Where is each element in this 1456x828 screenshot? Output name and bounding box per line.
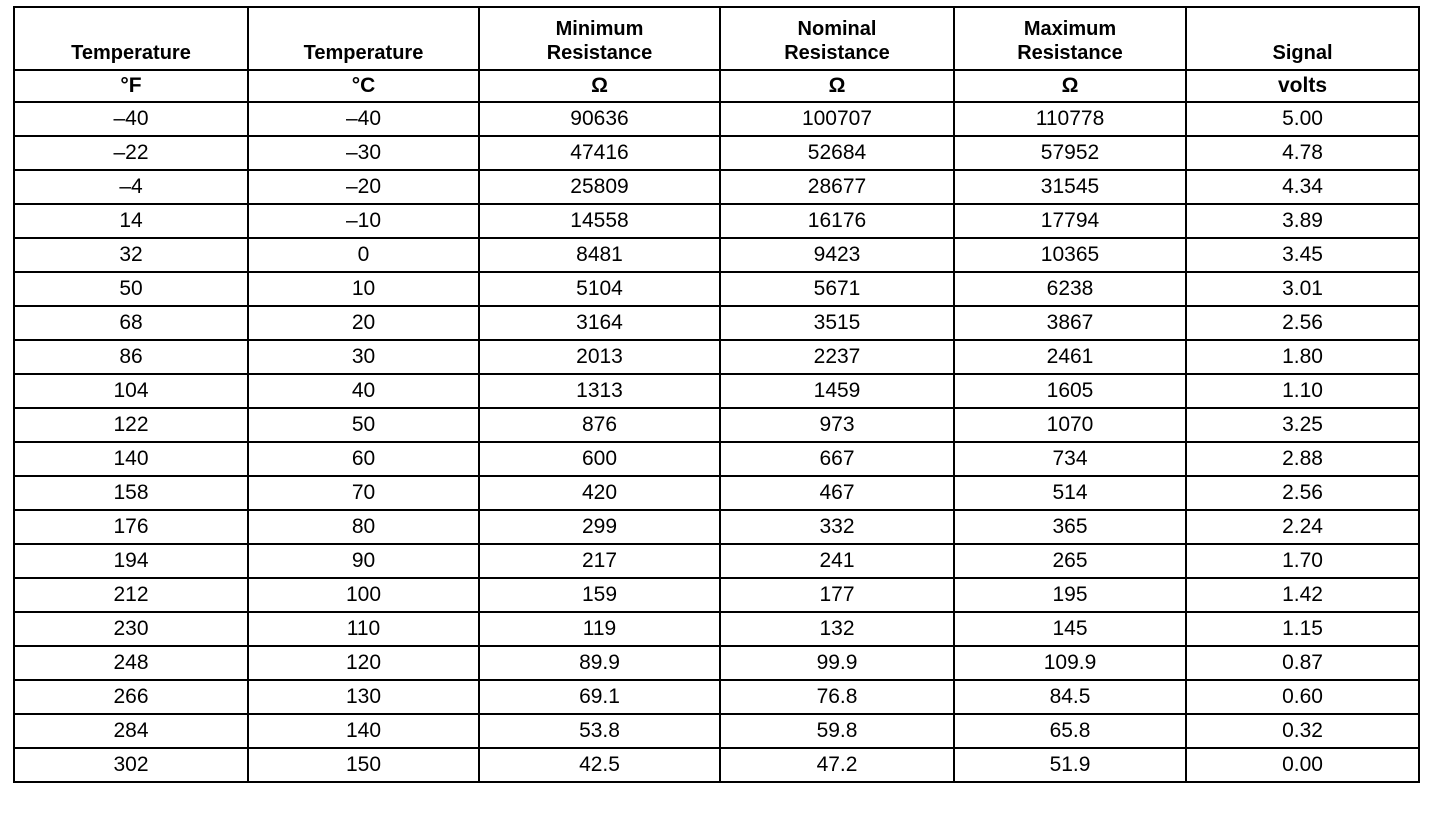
nominal-resistance-cell: 667 [720, 442, 954, 476]
signal-volts-cell: 5.00 [1186, 102, 1419, 136]
nominal-resistance-cell: 16176 [720, 204, 954, 238]
nominal-resistance-cell: 467 [720, 476, 954, 510]
min-resistance-cell: 47416 [479, 136, 720, 170]
table-row [14, 306, 1419, 340]
table-row [14, 136, 1419, 170]
nominal-resistance-cell: 2237 [720, 340, 954, 374]
nominal-resistance-cell: 99.9 [720, 646, 954, 680]
max-resistance-cell: 195 [954, 578, 1186, 612]
max-resistance-cell: 734 [954, 442, 1186, 476]
max-resistance-cell: 57952 [954, 136, 1186, 170]
temp-f-cell: 176 [14, 510, 248, 544]
min-resistance-cell: 90636 [479, 102, 720, 136]
temp-f-cell: 248 [14, 646, 248, 680]
temp-c-cell: 70 [248, 476, 479, 510]
signal-volts-cell: 0.00 [1186, 748, 1419, 782]
min-resistance-cell: 69.1 [479, 680, 720, 714]
temp-f-cell: 86 [14, 340, 248, 374]
header-temperature-f: Temperature [14, 7, 248, 70]
nominal-resistance-cell: 132 [720, 612, 954, 646]
signal-volts-cell: 3.01 [1186, 272, 1419, 306]
temp-c-cell: 130 [248, 680, 479, 714]
max-resistance-cell: 51.9 [954, 748, 1186, 782]
unit-ohm-max: Ω [954, 70, 1186, 102]
header-minimum-resistance: Minimum Resistance [479, 7, 720, 70]
table-row [14, 442, 1419, 476]
temp-c-cell: 80 [248, 510, 479, 544]
nominal-resistance-cell: 5671 [720, 272, 954, 306]
min-resistance-cell: 217 [479, 544, 720, 578]
temp-f-cell: 284 [14, 714, 248, 748]
temp-f-cell: 302 [14, 748, 248, 782]
min-resistance-cell: 159 [479, 578, 720, 612]
table-row [14, 680, 1419, 714]
max-resistance-cell: 10365 [954, 238, 1186, 272]
temp-f-cell: 68 [14, 306, 248, 340]
table-body [14, 102, 1419, 782]
min-resistance-cell: 3164 [479, 306, 720, 340]
header-maximum-resistance: Maximum Resistance [954, 7, 1186, 70]
temperature-resistance-table [13, 6, 1420, 783]
temp-f-cell: 158 [14, 476, 248, 510]
nominal-resistance-cell: 28677 [720, 170, 954, 204]
nominal-resistance-cell: 100707 [720, 102, 954, 136]
max-resistance-cell: 1070 [954, 408, 1186, 442]
table-row [14, 544, 1419, 578]
nominal-resistance-cell: 47.2 [720, 748, 954, 782]
signal-volts-cell: 1.15 [1186, 612, 1419, 646]
max-resistance-cell: 3867 [954, 306, 1186, 340]
temp-f-cell: 266 [14, 680, 248, 714]
table-row [14, 272, 1419, 306]
min-resistance-cell: 53.8 [479, 714, 720, 748]
temp-c-cell: 20 [248, 306, 479, 340]
temp-c-cell: 110 [248, 612, 479, 646]
temp-c-cell: 10 [248, 272, 479, 306]
signal-volts-cell: 1.70 [1186, 544, 1419, 578]
table-row [14, 374, 1419, 408]
max-resistance-cell: 2461 [954, 340, 1186, 374]
max-resistance-cell: 265 [954, 544, 1186, 578]
signal-volts-cell: 2.88 [1186, 442, 1419, 476]
max-resistance-cell: 514 [954, 476, 1186, 510]
temp-c-cell: 150 [248, 748, 479, 782]
min-resistance-cell: 14558 [479, 204, 720, 238]
table-row [14, 408, 1419, 442]
temp-f-cell: 122 [14, 408, 248, 442]
min-resistance-cell: 299 [479, 510, 720, 544]
max-resistance-cell: 110778 [954, 102, 1186, 136]
temp-f-cell: 50 [14, 272, 248, 306]
temp-c-cell: 40 [248, 374, 479, 408]
signal-volts-cell: 2.56 [1186, 476, 1419, 510]
signal-volts-cell: 2.24 [1186, 510, 1419, 544]
signal-volts-cell: 0.87 [1186, 646, 1419, 680]
signal-volts-cell: 1.42 [1186, 578, 1419, 612]
temp-c-cell: –10 [248, 204, 479, 238]
header-nominal-resistance: Nominal Resistance [720, 7, 954, 70]
unit-fahrenheit: °F [14, 70, 248, 102]
nominal-resistance-cell: 1459 [720, 374, 954, 408]
header-row [14, 7, 1419, 70]
temp-c-cell: 90 [248, 544, 479, 578]
temp-f-cell: 32 [14, 238, 248, 272]
table-row [14, 102, 1419, 136]
table-row [14, 340, 1419, 374]
temp-f-cell: 212 [14, 578, 248, 612]
min-resistance-cell: 42.5 [479, 748, 720, 782]
header-signal: Signal [1186, 7, 1419, 70]
temp-f-cell: –4 [14, 170, 248, 204]
table-row [14, 204, 1419, 238]
signal-volts-cell: 1.10 [1186, 374, 1419, 408]
table-row [14, 476, 1419, 510]
max-resistance-cell: 84.5 [954, 680, 1186, 714]
nominal-resistance-cell: 59.8 [720, 714, 954, 748]
nominal-resistance-cell: 52684 [720, 136, 954, 170]
min-resistance-cell: 876 [479, 408, 720, 442]
table-row [14, 646, 1419, 680]
min-resistance-cell: 8481 [479, 238, 720, 272]
signal-volts-cell: 3.25 [1186, 408, 1419, 442]
nominal-resistance-cell: 9423 [720, 238, 954, 272]
unit-row [14, 70, 1419, 102]
unit-celsius: °C [248, 70, 479, 102]
signal-volts-cell: 4.78 [1186, 136, 1419, 170]
min-resistance-cell: 89.9 [479, 646, 720, 680]
temp-c-cell: 60 [248, 442, 479, 476]
temp-f-cell: –22 [14, 136, 248, 170]
min-resistance-cell: 420 [479, 476, 720, 510]
table-row [14, 612, 1419, 646]
signal-volts-cell: 3.45 [1186, 238, 1419, 272]
temp-c-cell: 50 [248, 408, 479, 442]
nominal-resistance-cell: 3515 [720, 306, 954, 340]
min-resistance-cell: 119 [479, 612, 720, 646]
max-resistance-cell: 145 [954, 612, 1186, 646]
temp-c-cell: 30 [248, 340, 479, 374]
temp-f-cell: 194 [14, 544, 248, 578]
unit-ohm-nominal: Ω [720, 70, 954, 102]
temp-c-cell: 120 [248, 646, 479, 680]
header-temperature-c: Temperature [248, 7, 479, 70]
nominal-resistance-cell: 332 [720, 510, 954, 544]
signal-volts-cell: 2.56 [1186, 306, 1419, 340]
table-row [14, 170, 1419, 204]
max-resistance-cell: 365 [954, 510, 1186, 544]
nominal-resistance-cell: 973 [720, 408, 954, 442]
table-row [14, 714, 1419, 748]
max-resistance-cell: 17794 [954, 204, 1186, 238]
max-resistance-cell: 65.8 [954, 714, 1186, 748]
table-row [14, 510, 1419, 544]
signal-volts-cell: 0.32 [1186, 714, 1419, 748]
min-resistance-cell: 25809 [479, 170, 720, 204]
max-resistance-cell: 1605 [954, 374, 1186, 408]
temp-c-cell: 100 [248, 578, 479, 612]
table-row [14, 238, 1419, 272]
min-resistance-cell: 5104 [479, 272, 720, 306]
temp-f-cell: –40 [14, 102, 248, 136]
temp-f-cell: 14 [14, 204, 248, 238]
max-resistance-cell: 31545 [954, 170, 1186, 204]
min-resistance-cell: 1313 [479, 374, 720, 408]
temp-c-cell: –20 [248, 170, 479, 204]
temp-c-cell: –40 [248, 102, 479, 136]
temp-f-cell: 140 [14, 442, 248, 476]
table-row [14, 578, 1419, 612]
signal-volts-cell: 4.34 [1186, 170, 1419, 204]
min-resistance-cell: 600 [479, 442, 720, 476]
nominal-resistance-cell: 76.8 [720, 680, 954, 714]
table-row [14, 748, 1419, 782]
signal-volts-cell: 3.89 [1186, 204, 1419, 238]
temp-c-cell: –30 [248, 136, 479, 170]
temp-c-cell: 0 [248, 238, 479, 272]
signal-volts-cell: 0.60 [1186, 680, 1419, 714]
temp-f-cell: 104 [14, 374, 248, 408]
nominal-resistance-cell: 241 [720, 544, 954, 578]
max-resistance-cell: 6238 [954, 272, 1186, 306]
unit-volts: volts [1186, 70, 1419, 102]
signal-volts-cell: 1.80 [1186, 340, 1419, 374]
max-resistance-cell: 109.9 [954, 646, 1186, 680]
unit-ohm-min: Ω [479, 70, 720, 102]
temp-f-cell: 230 [14, 612, 248, 646]
nominal-resistance-cell: 177 [720, 578, 954, 612]
min-resistance-cell: 2013 [479, 340, 720, 374]
temp-c-cell: 140 [248, 714, 479, 748]
